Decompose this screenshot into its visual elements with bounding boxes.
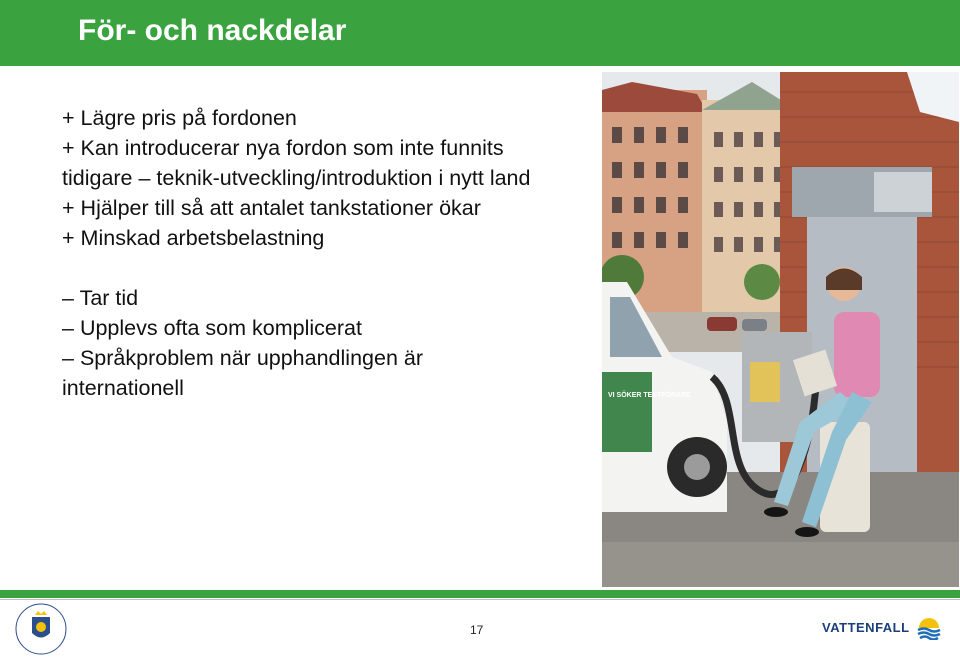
plus-marker: + (62, 136, 75, 160)
footer-divider (0, 599, 960, 600)
page-number: 17 (470, 623, 484, 637)
stockholm-crest-icon (12, 600, 70, 656)
vattenfall-sun-icon (916, 614, 942, 640)
photo-illustration (602, 72, 959, 587)
con-item-1 (62, 283, 542, 313)
plus-marker: + (62, 196, 75, 220)
footer-bar (0, 590, 960, 598)
plus-marker: + (62, 106, 75, 130)
pro-text: Minskad arbetsbelastning (80, 226, 325, 250)
pro-text: Hjälper till så att antalet tankstationer ökar (80, 196, 481, 220)
vattenfall-logo (822, 614, 946, 644)
stockholms-stad-logo (12, 600, 70, 656)
pro-text: Lägre pris på fordonen (80, 106, 297, 130)
spacer (62, 253, 542, 283)
con-item-2 (62, 313, 542, 343)
dash-marker: – (62, 316, 74, 340)
pro-item-4 (62, 223, 542, 253)
title-bar (0, 0, 960, 66)
con-text: Upplevs ofta som komplicerat (79, 316, 362, 340)
pro-item-1 (62, 103, 542, 133)
slide-content (62, 103, 542, 403)
refueling-photo (602, 72, 959, 587)
con-text: Språkproblem när upphandlingen är internationell (62, 346, 423, 400)
pro-item-3 (62, 193, 542, 223)
con-item-3 (62, 343, 542, 403)
pro-text: Kan introducerar nya fordon som inte funnits tidigare – teknik-utveckling/introduktion i nytt land (62, 136, 531, 190)
pro-item-2 (62, 133, 542, 193)
van-sign-text: VI SÖKER TESTFÖRARE (608, 392, 691, 399)
slide-title: För- och nackdelar (78, 14, 347, 47)
dash-marker: – (62, 346, 74, 370)
vattenfall-wordmark: VATTENFALL (822, 620, 910, 635)
dash-marker: – (62, 286, 74, 310)
con-text: Tar tid (79, 286, 139, 310)
plus-marker: + (62, 226, 75, 250)
